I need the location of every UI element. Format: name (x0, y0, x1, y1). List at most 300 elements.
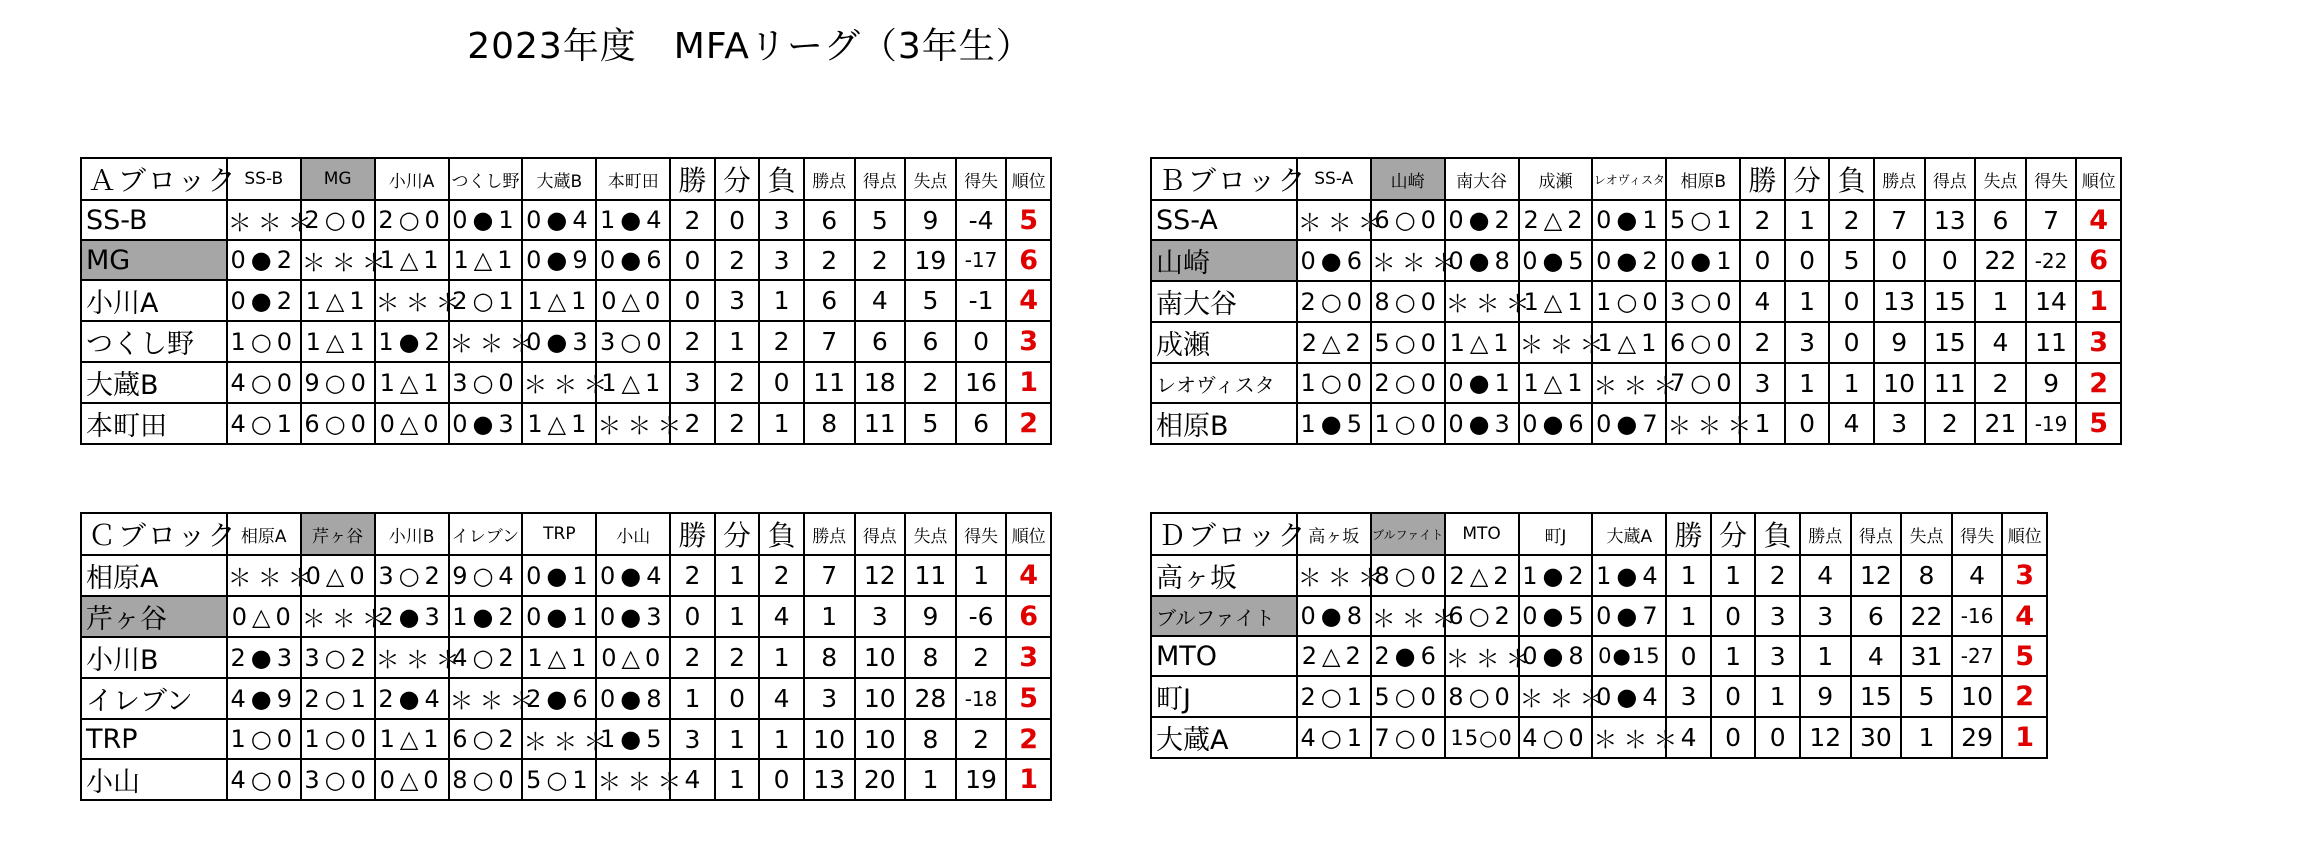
stat-cell: 3 (1755, 636, 1800, 676)
stat-cell: 15 (1925, 322, 1976, 363)
match-result: ＊＊＊ (1592, 717, 1666, 758)
stat-cell: 6 (905, 321, 956, 362)
stat-cell: 15 (1851, 676, 1902, 717)
match-result: 3○0 (301, 759, 375, 800)
match-result: 2○0 (375, 200, 449, 240)
match-result: ＊＊＊ (375, 637, 449, 678)
stat-cell: 1 (715, 719, 760, 759)
rank-cell: 4 (1006, 280, 1051, 321)
stat-cell: 22 (1975, 240, 2026, 281)
stat-cell: 1 (1800, 636, 1851, 676)
team-name: 町J (1151, 676, 1297, 717)
match-result: 2●4 (375, 678, 449, 719)
stat-header: 勝点 (1800, 513, 1851, 555)
match-result: 2○0 (1297, 281, 1371, 322)
table-row (1151, 403, 2121, 444)
opponent-header: 高ヶ坂 (1297, 513, 1371, 555)
rank-cell: 4 (2002, 596, 2047, 636)
stat-cell: 6 (804, 280, 855, 321)
opponent-header: 小山 (596, 513, 670, 555)
match-result: 2●6 (522, 678, 596, 719)
match-result: 2△2 (1297, 636, 1371, 676)
match-result: ＊＊＊ (1371, 596, 1445, 636)
match-result: 6○0 (301, 403, 375, 444)
stat-cell: 31 (1901, 636, 1952, 676)
match-result: 0●8 (1297, 596, 1371, 636)
match-result: 4○1 (227, 403, 301, 444)
block-label: Ａブロック (81, 158, 227, 200)
header-row (1151, 513, 2047, 555)
stat-cell: 0 (1925, 240, 1976, 281)
table-row (1151, 200, 2121, 240)
match-result: 2△2 (1297, 322, 1371, 363)
match-result: ＊＊＊ (227, 200, 301, 240)
rank-cell: 4 (2076, 200, 2121, 240)
stat-cell: 4 (1851, 636, 1902, 676)
stat-cell: 1 (905, 759, 956, 800)
rank-cell: 1 (1006, 362, 1051, 403)
match-result: 2△2 (1445, 555, 1519, 596)
opponent-header: イレブン (449, 513, 523, 555)
stat-cell: 11 (905, 555, 956, 596)
stat-cell: 1 (715, 321, 760, 362)
match-result: 0△0 (596, 637, 670, 678)
stat-cell: 13 (1874, 281, 1925, 322)
block-b-table (1150, 157, 2122, 445)
stat-cell: 10 (1874, 363, 1925, 403)
stat-cell: 8 (905, 637, 956, 678)
match-result: 0●3 (522, 321, 596, 362)
match-result: 1○0 (1297, 363, 1371, 403)
table-row (81, 321, 1051, 362)
stat-cell: 9 (2026, 363, 2077, 403)
stat-cell: 4 (1829, 403, 1874, 444)
stat-cell: 4 (759, 596, 804, 637)
opponent-header: レオヴィスタ (1592, 158, 1666, 200)
stat-header: 負 (759, 158, 804, 200)
match-result: 1●5 (596, 719, 670, 759)
stat-cell: 2 (715, 362, 760, 403)
stat-cell: 9 (1800, 676, 1851, 717)
table-row (81, 280, 1051, 321)
rank-cell: 5 (2002, 636, 2047, 676)
team-name: 南大谷 (1151, 281, 1297, 322)
match-result: 1△1 (1445, 322, 1519, 363)
match-result: 1△1 (375, 362, 449, 403)
match-result: 9○4 (449, 555, 523, 596)
stat-cell: 3 (1785, 322, 1830, 363)
match-result: 8○0 (449, 759, 523, 800)
stat-cell: 1 (956, 555, 1007, 596)
stat-cell: 5 (905, 280, 956, 321)
stat-cell: 2 (759, 555, 804, 596)
match-result: ＊＊＊ (227, 555, 301, 596)
match-result: 5○0 (1371, 676, 1445, 717)
rank-cell: 4 (1006, 555, 1051, 596)
match-result: 2○0 (1371, 363, 1445, 403)
stat-cell: 13 (804, 759, 855, 800)
stat-cell: 1 (1975, 281, 2026, 322)
stat-cell: 22 (1901, 596, 1952, 636)
stat-cell: -22 (2026, 240, 2077, 281)
match-result: 0●1 (1666, 240, 1740, 281)
stat-cell: 0 (715, 678, 760, 719)
header-row (1151, 158, 2121, 200)
match-result: 5○1 (1666, 200, 1740, 240)
team-name: 小山 (81, 759, 227, 800)
match-result: 8○0 (1371, 555, 1445, 596)
match-result: 0●2 (227, 280, 301, 321)
team-name: SS-B (81, 200, 227, 240)
stat-cell: 3 (1800, 596, 1851, 636)
match-result: 0●3 (449, 403, 523, 444)
stat-cell: 15 (1925, 281, 1976, 322)
opponent-header: 小川A (375, 158, 449, 200)
match-result: 1△1 (449, 240, 523, 280)
stat-cell: 2 (1925, 403, 1976, 444)
match-result: ＊＊＊ (1371, 240, 1445, 281)
match-result: 4●9 (227, 678, 301, 719)
match-result: 1△1 (301, 321, 375, 362)
match-result: 2○1 (449, 280, 523, 321)
match-result: 0●4 (596, 555, 670, 596)
match-result: 0●7 (1592, 596, 1666, 636)
stat-cell: 1 (759, 403, 804, 444)
stat-cell: 2 (905, 362, 956, 403)
stat-header: 勝点 (1874, 158, 1925, 200)
match-result: 1●4 (1592, 555, 1666, 596)
rank-cell: 2 (2002, 676, 2047, 717)
team-name: 小川B (81, 637, 227, 678)
match-result: 2○1 (301, 678, 375, 719)
match-result: 3○0 (449, 362, 523, 403)
team-name: 大蔵B (81, 362, 227, 403)
match-result: ＊＊＊ (596, 403, 670, 444)
match-result: ＊＊＊ (449, 321, 523, 362)
match-result: 0●4 (522, 200, 596, 240)
stat-cell: 29 (1952, 717, 2003, 758)
table-row (81, 403, 1051, 444)
stat-header: 勝点 (804, 158, 855, 200)
opponent-header: 大蔵A (1592, 513, 1666, 555)
match-result: 6○2 (1445, 596, 1519, 636)
table-row (81, 200, 1051, 240)
match-result: 4○0 (227, 362, 301, 403)
stat-cell: 1 (1785, 200, 1830, 240)
stat-header: 勝 (1740, 158, 1785, 200)
table-row (81, 637, 1051, 678)
stat-header: 順位 (2002, 513, 2047, 555)
table-row (1151, 240, 2121, 281)
stat-cell: 11 (2026, 322, 2077, 363)
match-result: 15○0 (1445, 717, 1519, 758)
rank-cell: 2 (1006, 719, 1051, 759)
match-result: 3○2 (301, 637, 375, 678)
stat-cell: 3 (759, 240, 804, 280)
stat-cell: 1 (1711, 636, 1756, 676)
match-result: 0●8 (596, 678, 670, 719)
match-result: ＊＊＊ (449, 678, 523, 719)
match-result: 1△1 (1519, 363, 1593, 403)
stat-cell: 10 (855, 637, 906, 678)
stat-cell: 1 (804, 596, 855, 637)
stat-cell: 10 (855, 719, 906, 759)
stat-cell: 1 (1740, 403, 1785, 444)
match-result: ＊＊＊ (1519, 676, 1593, 717)
stat-cell: 3 (1755, 596, 1800, 636)
opponent-header: 山崎 (1371, 158, 1445, 200)
table-row (1151, 636, 2047, 676)
stat-cell: 2 (715, 240, 760, 280)
team-name: つくし野 (81, 321, 227, 362)
stat-cell: 4 (759, 678, 804, 719)
stat-cell: 7 (804, 555, 855, 596)
rank-cell: 1 (1006, 759, 1051, 800)
stat-cell: 2 (1975, 363, 2026, 403)
stat-cell: 11 (1925, 363, 1976, 403)
match-result: 1△1 (375, 240, 449, 280)
stat-cell: -18 (956, 678, 1007, 719)
match-result: 1△1 (596, 362, 670, 403)
table-row (81, 555, 1051, 596)
page-title: 2023年度 MFAリーグ（3年生） (467, 26, 1033, 67)
table-row (1151, 717, 2047, 758)
stat-cell: 2 (1740, 322, 1785, 363)
stat-cell: 11 (855, 403, 906, 444)
team-name: 本町田 (81, 403, 227, 444)
stat-cell: 3 (670, 362, 715, 403)
stat-cell: 0 (1785, 403, 1830, 444)
team-name: 山崎 (1151, 240, 1297, 281)
stat-cell: 3 (715, 280, 760, 321)
match-result: 3○0 (1666, 281, 1740, 322)
match-result: 0●7 (1592, 403, 1666, 444)
match-result: 1○0 (227, 719, 301, 759)
match-result: ＊＊＊ (301, 596, 375, 637)
stat-cell: 4 (855, 280, 906, 321)
stat-header: 得失 (956, 513, 1007, 555)
stat-cell: 1 (1901, 717, 1952, 758)
team-name: MTO (1151, 636, 1297, 676)
rank-cell: 1 (2076, 281, 2121, 322)
stat-header: 負 (1829, 158, 1874, 200)
stat-cell: 4 (1740, 281, 1785, 322)
match-result: 1△1 (301, 280, 375, 321)
match-result: ＊＊＊ (1297, 200, 1371, 240)
match-result: 2●3 (227, 637, 301, 678)
opponent-header: SS-B (227, 158, 301, 200)
stat-cell: 0 (715, 200, 760, 240)
match-result: 1●4 (596, 200, 670, 240)
match-result: ＊＊＊ (1445, 636, 1519, 676)
match-result: 2△2 (1519, 200, 1593, 240)
stat-cell: 0 (956, 321, 1007, 362)
stat-cell: 0 (1711, 596, 1756, 636)
match-result: 1△1 (375, 719, 449, 759)
stat-cell: 0 (1711, 717, 1756, 758)
stat-cell: 7 (2026, 200, 2077, 240)
stat-cell: 3 (1740, 363, 1785, 403)
match-result: 3○2 (375, 555, 449, 596)
stat-cell: 2 (670, 403, 715, 444)
match-result: 0△0 (227, 596, 301, 637)
match-result: 6○2 (449, 719, 523, 759)
stat-cell: 5 (855, 200, 906, 240)
stat-cell: 12 (1800, 717, 1851, 758)
match-result: 7○0 (1666, 363, 1740, 403)
stat-cell: 0 (1755, 717, 1800, 758)
block-label: Ｂブロック (1151, 158, 1297, 200)
team-name: ブルファイト (1151, 596, 1297, 636)
table-row (81, 759, 1051, 800)
match-result: 4○0 (227, 759, 301, 800)
stat-header: 失点 (905, 513, 956, 555)
stat-header: 勝点 (804, 513, 855, 555)
stat-cell: 1 (1829, 363, 1874, 403)
match-result: 2●3 (375, 596, 449, 637)
rank-cell: 5 (1006, 678, 1051, 719)
match-result: ＊＊＊ (1592, 363, 1666, 403)
stat-header: 順位 (1006, 513, 1051, 555)
stat-cell: -1 (956, 280, 1007, 321)
stat-cell: 13 (1925, 200, 1976, 240)
opponent-header: 南大谷 (1445, 158, 1519, 200)
stat-header: 得点 (855, 158, 906, 200)
stat-cell: 8 (804, 637, 855, 678)
opponent-header: ブルファイト (1371, 513, 1445, 555)
stat-cell: 4 (670, 759, 715, 800)
match-result: 0●1 (1445, 363, 1519, 403)
stat-header: 失点 (1901, 513, 1952, 555)
stat-cell: 2 (715, 637, 760, 678)
stat-cell: 8 (804, 403, 855, 444)
table-row (1151, 596, 2047, 636)
stat-cell: 3 (759, 200, 804, 240)
team-name: 大蔵A (1151, 717, 1297, 758)
stat-header: 順位 (1006, 158, 1051, 200)
opponent-header: 大蔵B (522, 158, 596, 200)
team-name: 成瀬 (1151, 322, 1297, 363)
opponent-header: 本町田 (596, 158, 670, 200)
stat-cell: 4 (1952, 555, 2003, 596)
match-result: 8○0 (1371, 281, 1445, 322)
stat-cell: 1 (715, 596, 760, 637)
stat-header: 失点 (1975, 158, 2026, 200)
stat-cell: 2 (956, 637, 1007, 678)
stat-header: 得失 (1952, 513, 2003, 555)
opponent-header: 芹ヶ谷 (301, 513, 375, 555)
match-result: 0●3 (596, 596, 670, 637)
stat-cell: 6 (804, 200, 855, 240)
stat-cell: 2 (670, 321, 715, 362)
stat-cell: 1 (1785, 281, 1830, 322)
stat-cell: 2 (670, 555, 715, 596)
match-result: 0●1 (1592, 200, 1666, 240)
rank-cell: 2 (1006, 403, 1051, 444)
stat-cell: 0 (1666, 636, 1711, 676)
team-name: MG (81, 240, 227, 280)
stat-cell: 1 (759, 280, 804, 321)
match-result: 0●3 (1445, 403, 1519, 444)
rank-cell: 6 (1006, 240, 1051, 280)
match-result: ＊＊＊ (301, 240, 375, 280)
opponent-header: 小川B (375, 513, 449, 555)
stat-cell: 2 (670, 200, 715, 240)
stat-cell: 0 (670, 240, 715, 280)
stat-cell: 10 (1952, 676, 2003, 717)
stat-cell: -17 (956, 240, 1007, 280)
stat-cell: -4 (956, 200, 1007, 240)
stat-cell: 6 (855, 321, 906, 362)
match-result: 0△0 (301, 555, 375, 596)
table-row (1151, 363, 2121, 403)
stat-cell: 1 (759, 719, 804, 759)
match-result: 0●5 (1519, 240, 1593, 281)
stat-cell: 3 (670, 719, 715, 759)
stat-cell: 3 (855, 596, 906, 637)
stat-cell: 4 (1975, 322, 2026, 363)
stat-header: 勝 (670, 158, 715, 200)
match-result: ＊＊＊ (596, 759, 670, 800)
match-result: ＊＊＊ (375, 280, 449, 321)
stat-cell: 9 (905, 200, 956, 240)
match-result: 2○0 (301, 200, 375, 240)
header-row (81, 158, 1051, 200)
match-result: 2●6 (1371, 636, 1445, 676)
match-result: ＊＊＊ (1666, 403, 1740, 444)
stat-cell: 1 (715, 555, 760, 596)
stat-header: 分 (1711, 513, 1756, 555)
match-result: 1△1 (522, 403, 596, 444)
stat-cell: 0 (1711, 676, 1756, 717)
stat-header: 得失 (956, 158, 1007, 200)
stat-cell: 7 (1874, 200, 1925, 240)
stat-cell: 5 (905, 403, 956, 444)
stat-cell: 3 (1874, 403, 1925, 444)
rank-cell: 5 (1006, 200, 1051, 240)
match-result: 0●6 (596, 240, 670, 280)
block-a-table (80, 157, 1052, 445)
match-result: 0●8 (1519, 636, 1593, 676)
stat-cell: 19 (956, 759, 1007, 800)
match-result: 6○0 (1666, 322, 1740, 363)
match-result: 1△1 (522, 280, 596, 321)
team-name: イレブン (81, 678, 227, 719)
stat-cell: 20 (855, 759, 906, 800)
match-result: 0●6 (1297, 240, 1371, 281)
match-result: 0△0 (375, 403, 449, 444)
stat-cell: 8 (905, 719, 956, 759)
stat-cell: -6 (956, 596, 1007, 637)
match-result: 1△1 (522, 637, 596, 678)
stat-header: 失点 (905, 158, 956, 200)
stat-cell: 1 (1711, 555, 1756, 596)
match-result: 4○2 (449, 637, 523, 678)
stat-cell: 4 (1800, 555, 1851, 596)
team-name: SS-A (1151, 200, 1297, 240)
match-result: 0●15 (1592, 636, 1666, 676)
table-row (1151, 281, 2121, 322)
table-row (81, 678, 1051, 719)
match-result: ＊＊＊ (1297, 555, 1371, 596)
rank-cell: 3 (2076, 322, 2121, 363)
rank-cell: 3 (1006, 321, 1051, 362)
stat-cell: 10 (804, 719, 855, 759)
opponent-header: SS-A (1297, 158, 1371, 200)
stat-cell: 28 (905, 678, 956, 719)
match-result: 5○1 (522, 759, 596, 800)
match-result: ＊＊＊ (522, 362, 596, 403)
